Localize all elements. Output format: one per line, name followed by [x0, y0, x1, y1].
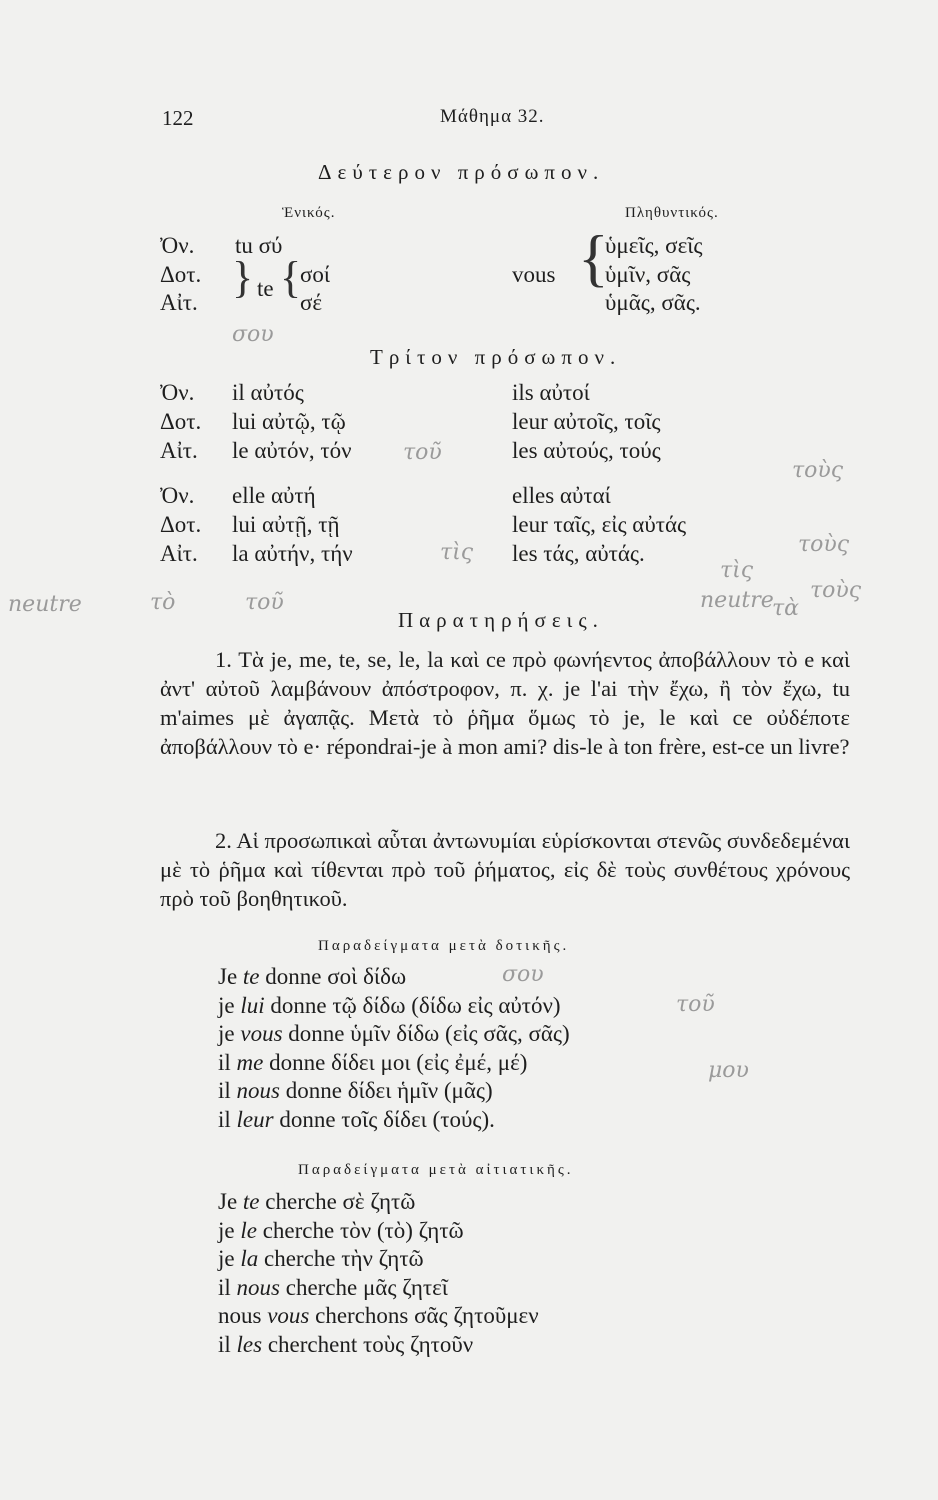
handwritten-tous-2: τοὺς: [798, 532, 850, 557]
singular-label: Ἑνικός.: [282, 205, 336, 221]
example-line: [218, 1301, 539, 1330]
example-rest: donne δίδει μοι (εἰς ἐμέ, μέ): [263, 1049, 528, 1075]
handwritten-ta: τὰ: [772, 596, 800, 621]
plural-form: elles αὐταί: [512, 483, 611, 508]
example-subject: nous: [218, 1303, 268, 1328]
example-line: [218, 991, 561, 1020]
plur-vous: vous: [512, 262, 556, 287]
example-rest: cherche μᾶς ζητεῖ: [279, 1274, 448, 1300]
handwritten-tou-2: τοῦ: [245, 590, 284, 615]
case-label: Ὀν.: [160, 380, 195, 405]
example-pronoun: le: [240, 1217, 257, 1243]
dative-examples-title: Παραδείγματα μετὰ δοτικῆς.: [318, 938, 570, 954]
case-label: Δοτ.: [160, 409, 202, 434]
example-subject: je: [218, 1217, 241, 1243]
example-rest: donne τῷ δίδω (δίδω εἰς αὐτόν): [264, 992, 561, 1018]
example-line: [218, 1244, 424, 1273]
example-subject: il: [218, 1274, 237, 1300]
example-pronoun: les: [236, 1331, 263, 1357]
example-rest: cherchent τοὺς ζητοῦν: [262, 1331, 474, 1357]
case-dat: Δοτ.: [160, 262, 202, 287]
example-subject: je: [218, 1246, 241, 1271]
example-line: [218, 1048, 527, 1077]
brace-left-2: {: [280, 253, 302, 302]
second-person-title: Δεύτερον πρόσωπον.: [318, 160, 605, 184]
example-rest: cherche σὲ ζητῶ: [259, 1189, 416, 1214]
handwritten-to: τὸ: [150, 590, 176, 615]
example-line: [218, 962, 406, 991]
example-line: [218, 1273, 448, 1302]
handwritten-neutre-right: neutre: [700, 588, 774, 613]
example-subject: il: [218, 1049, 237, 1075]
example-rest: donne σοὶ δίδω: [259, 964, 407, 989]
singular-form: le αὐτόν, τόν: [232, 438, 352, 463]
singular-form: lui αὐτῷ, τῷ: [232, 409, 346, 434]
plur-acc: ὑμᾶς, σᾶς.: [605, 290, 701, 315]
case-label: Αἰτ.: [160, 438, 198, 463]
example-rest: donne ὑμῖν δίδω (εἰς σᾶς, σᾶς): [282, 1021, 570, 1046]
singular-form: il αὐτός: [232, 380, 304, 405]
example-pronoun: vous: [240, 1021, 283, 1046]
example-rest: cherche τὸν (τὸ) ζητῶ: [256, 1217, 464, 1243]
handwritten-tou-3: τοῦ: [676, 992, 715, 1017]
example-subject: je: [218, 992, 241, 1018]
sing-nom: tu σύ: [235, 233, 283, 258]
example-pronoun: nous: [236, 1274, 280, 1300]
singular-form: lui αὐτῇ, τῇ: [232, 512, 340, 537]
remark-paragraph-2: 2. Αἱ προσωπικαὶ αὗται ἀντωνυμίαι εὑρίσκονται στενῶς συνδεδεμέναι μὲ τὸ ῥῆμα καὶ τίθενται πρὸ τοῦ ῥήματος, εἰς δὲ τοὺς συνθέτους χρόνους πρὸ τοῦ βοηθητικοῦ.: [160, 828, 850, 911]
running-title: Μάθημα 32.: [440, 106, 545, 127]
example-rest: donne δίδει ἡμῖν (μᾶς): [279, 1078, 493, 1103]
example-subject: il: [218, 1331, 237, 1357]
example-subject: Je: [218, 1189, 243, 1214]
sing-te: te: [257, 276, 274, 301]
example-subject: il: [218, 1078, 237, 1103]
handwritten-tous-3: τοὺς: [810, 578, 862, 603]
plural-form: les αὐτούς, τούς: [512, 438, 661, 463]
sing-acc: σέ: [300, 290, 323, 315]
example-line: [218, 1019, 570, 1048]
example-line: [218, 1105, 495, 1134]
handwritten-sou: σου: [232, 322, 274, 347]
example-subject: Je: [218, 964, 243, 989]
handwritten-tis: τὶς: [440, 540, 474, 565]
case-nom: Ὀν.: [160, 233, 195, 258]
example-pronoun: leur: [236, 1106, 274, 1132]
plural-form: leur ταῖς, εἰς αὐτάς: [512, 512, 687, 537]
case-label: Αἰτ.: [160, 541, 198, 566]
example-pronoun: te: [242, 964, 260, 989]
sing-dat: σοί: [300, 262, 331, 287]
example-subject: je: [218, 1021, 241, 1046]
plur-dat: ὑμῖν, σᾶς: [605, 262, 691, 287]
handwritten-sou-2: σου: [502, 962, 544, 987]
plur-nom: ὑμεῖς, σεῖς: [605, 233, 703, 258]
handwritten-tis-2: τὶς: [720, 558, 754, 583]
plural-form: ils αὐτοί: [512, 380, 590, 405]
example-pronoun: te: [242, 1189, 260, 1214]
example-rest: cherchons σᾶς ζητοῦμεν: [309, 1303, 539, 1328]
example-line: [218, 1216, 464, 1245]
plural-form: les τάς, αὐτάς.: [512, 541, 645, 566]
page-number: 122: [162, 106, 194, 130]
singular-form: elle αὐτή: [232, 483, 316, 508]
handwritten-neutre-left: neutre: [8, 592, 82, 617]
example-line: [218, 1187, 415, 1216]
handwritten-mou: μου: [708, 1058, 749, 1083]
remarks-title: Παρατηρήσεις.: [398, 608, 604, 632]
case-acc: Αἰτ.: [160, 290, 198, 315]
example-line: [218, 1330, 473, 1359]
handwritten-tous: τοὺς: [792, 458, 844, 483]
example-pronoun: me: [236, 1049, 264, 1075]
example-pronoun: nous: [236, 1078, 280, 1103]
example-rest: cherche τὴν ζητῶ: [258, 1246, 424, 1271]
singular-form: la αὐτήν, τήν: [232, 541, 353, 566]
example-pronoun: lui: [240, 992, 265, 1018]
example-pronoun: la: [240, 1246, 259, 1271]
third-person-title: Τρίτον πρόσωπον.: [370, 345, 622, 369]
example-subject: il: [218, 1106, 237, 1132]
example-rest: donne τοῖς δίδει (τούς).: [273, 1106, 495, 1132]
plural-form: leur αὐτοῖς, τοῖς: [512, 409, 661, 434]
example-pronoun: vous: [267, 1303, 310, 1328]
case-label: Ὀν.: [160, 483, 195, 508]
case-label: Δοτ.: [160, 512, 202, 537]
handwritten-tou: τοῦ: [403, 440, 442, 465]
brace-left-1: }: [232, 253, 254, 302]
plural-label: Πληθυντικός.: [625, 205, 719, 221]
example-line: [218, 1076, 493, 1105]
accusative-examples-title: Παραδείγματα μετὰ αἰτιατικῆς.: [298, 1162, 574, 1178]
remark-paragraph-1: 1. Τὰ je, me, te, se, le, la καὶ ce πρὸ φωνήεντος ἀποβάλλουν τὸ e καὶ ἀντ' αὐτοῦ λαμβάνουν ἀπόστροφον, π. χ. je l'ai τὴν ἔχω, ἢ τὸν ἔχω, tu m'aimes μὲ ἀγαπᾷς. Μετὰ τὸ ῥῆμα ὅμως τὸ je, le καὶ ce οὐδέποτε ἀποβάλλουν τὸ e· répondrai-je à mon ami? dis-le à ton frère, est-ce un livre?: [160, 647, 850, 759]
brace-right: {: [578, 222, 609, 293]
